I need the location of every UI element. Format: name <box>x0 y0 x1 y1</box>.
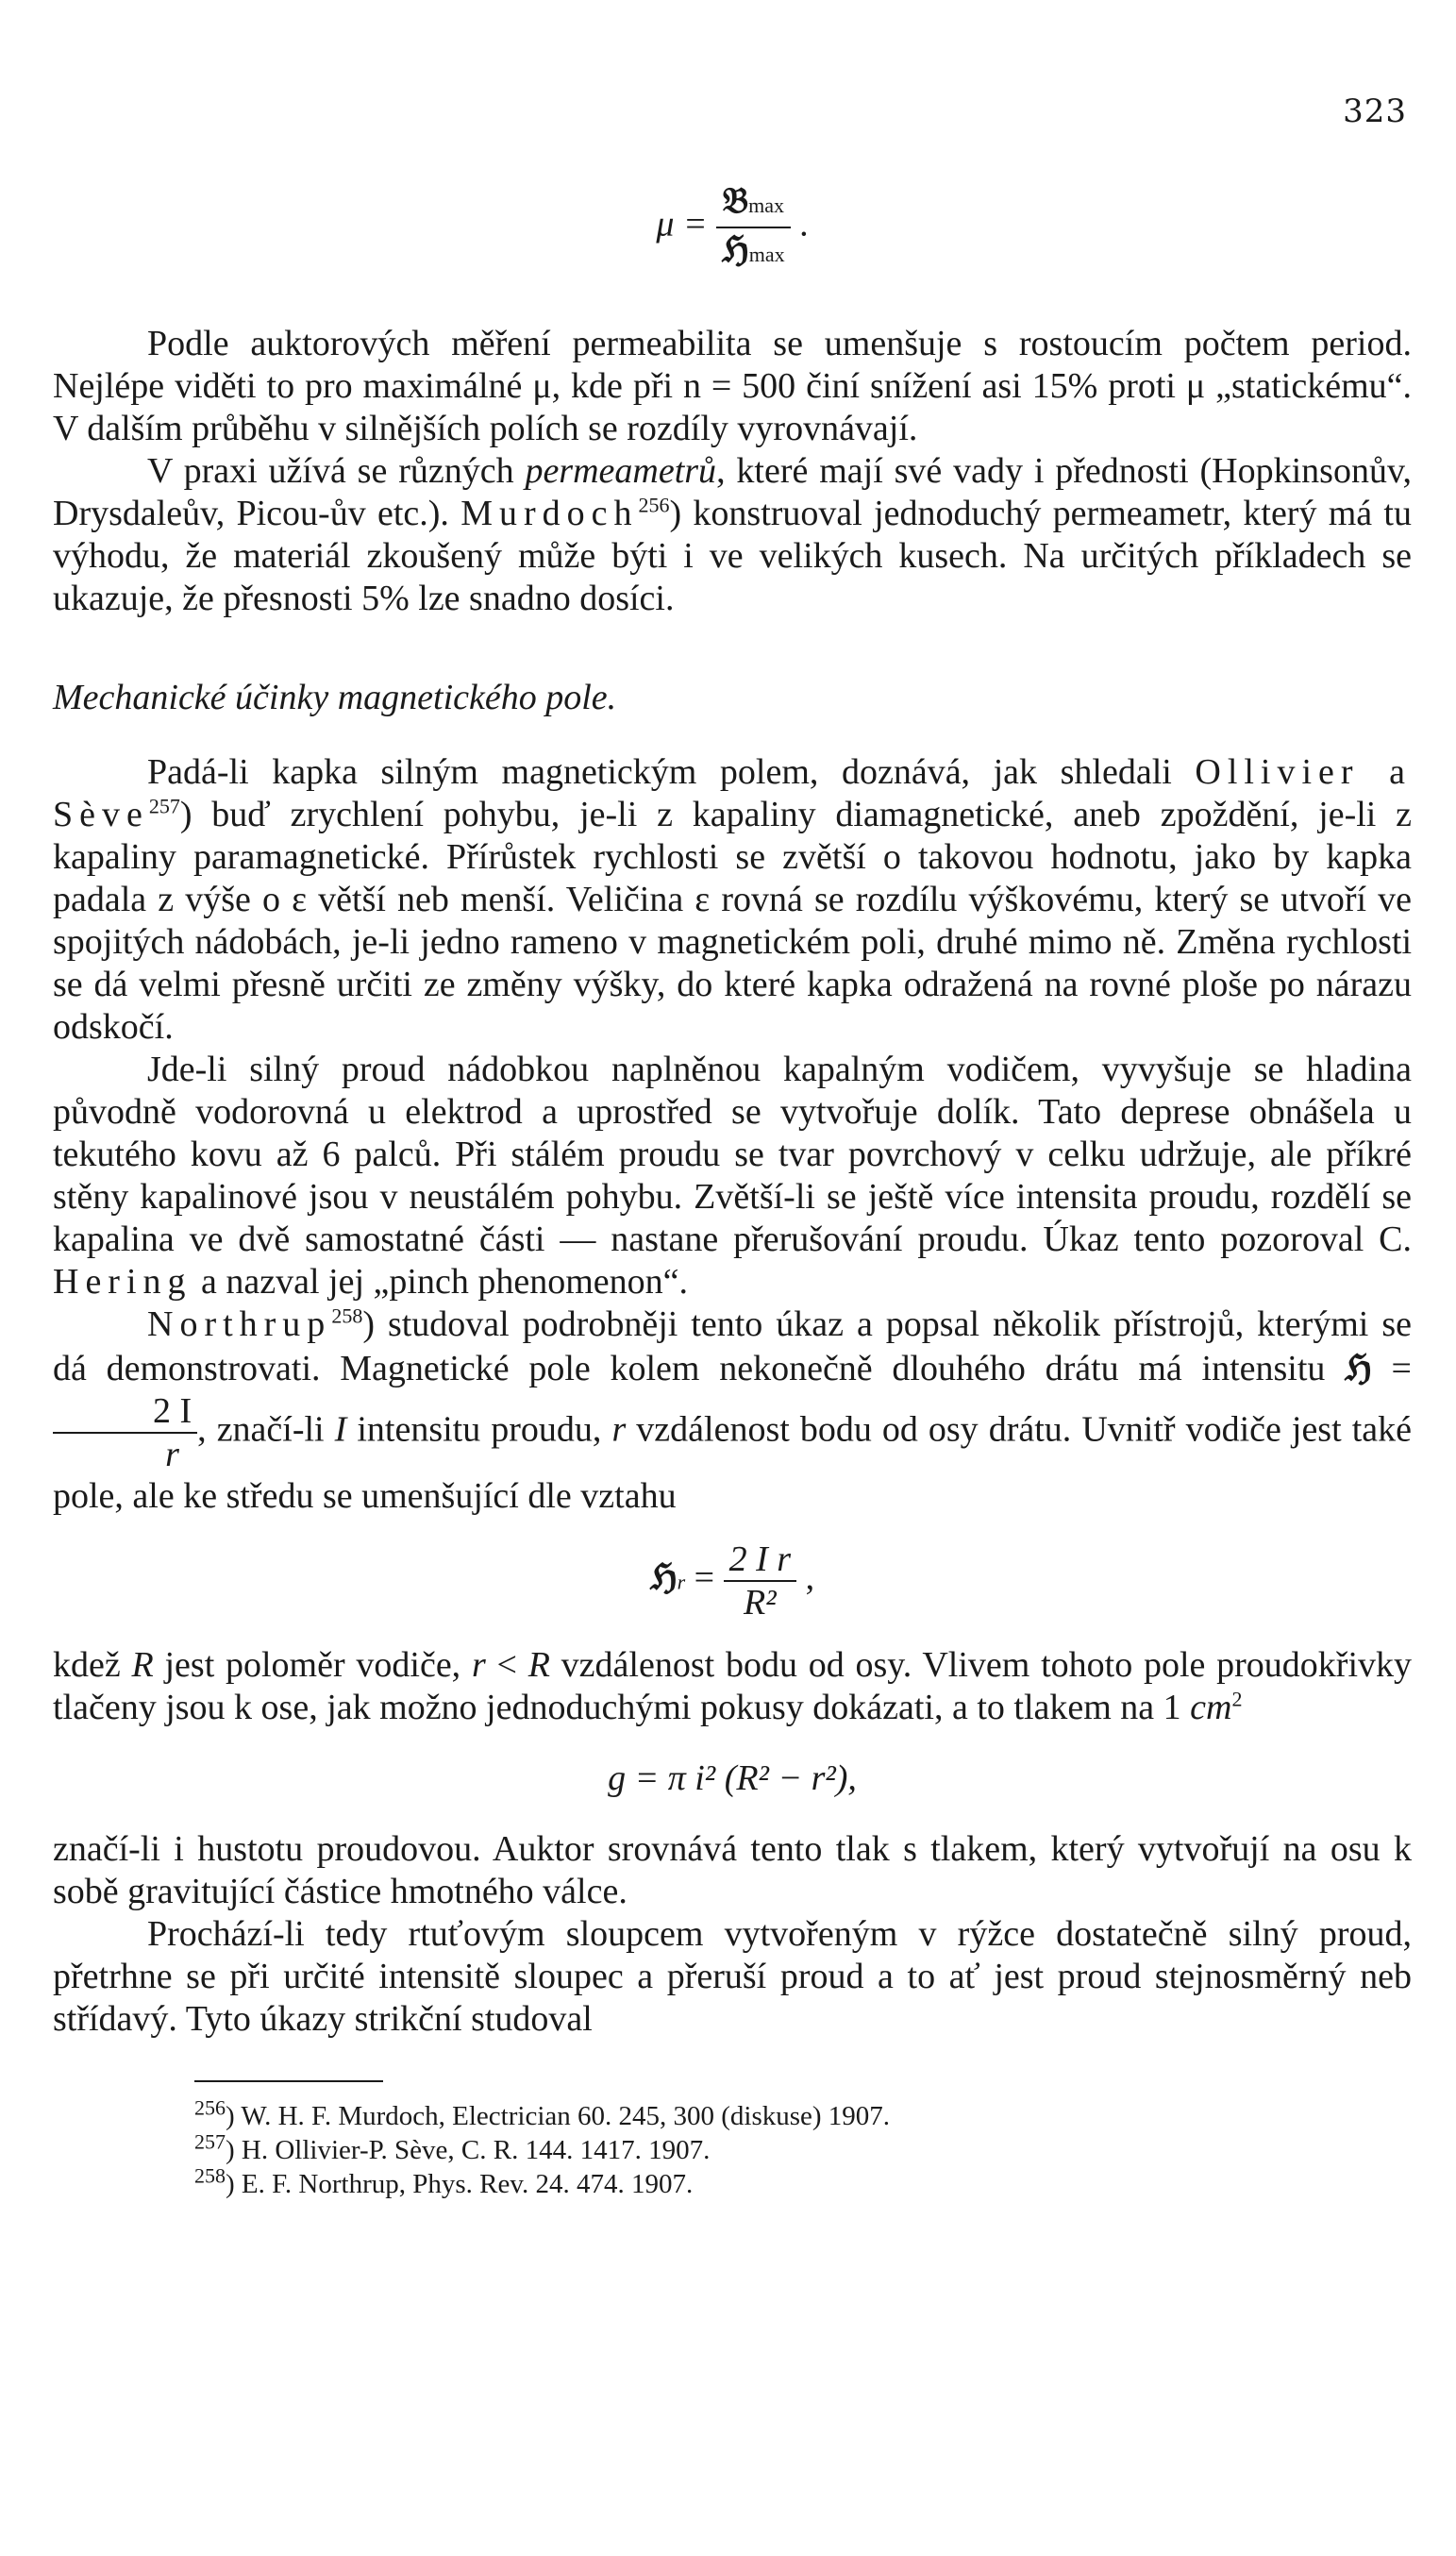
formula-permeability <box>53 179 1412 276</box>
formula2-denominator: R² <box>744 1583 777 1623</box>
inner-field-subscript: r <box>677 1570 686 1594</box>
formula-inner-field <box>53 1539 1412 1623</box>
p4-text-a: Jde-li silný proud nádobkou naplněnou kapalným vodičem, vyvyšuje se hladina původně vodorovná u elektrod a uprostřed se vytvořuje dolík. Tato deprese obnášela u tekutého kovu až 6 palců. Při stálém proudu se tvar povrchový v celku udržuje, ale příkré stěny kapalinové jsou v neustálém pohybu. Zvětší-li se ještě více intensita proudu, rozdělí se kapalina ve dvě samostatné části — nastane přerušování proudu. Úkaz tento pozoroval C. <box>53 1050 1412 1259</box>
paragraph-5 <box>53 1303 1412 1518</box>
radius-R-symbol: R <box>131 1645 154 1685</box>
radius-r-symbol: r <box>471 1645 486 1685</box>
paragraph-3 <box>53 751 1412 1049</box>
author-hering: Hering <box>53 1262 192 1302</box>
field-strength-symbol: ℌ <box>722 227 749 270</box>
author-murdoch: Murdoch <box>460 494 639 533</box>
formula-pressure: g = π i² (R² − r²), <box>608 1758 857 1798</box>
footnote-ref-256: 256 <box>638 493 670 517</box>
denominator-subscript: max <box>748 243 785 266</box>
p5-text-c: intensitu proudu, <box>346 1409 612 1450</box>
radius-R2-symbol: R <box>527 1645 550 1685</box>
current-symbol: I <box>334 1409 347 1450</box>
formula-fraction <box>716 179 791 276</box>
inner-field-symbol: ℌ <box>649 1555 678 1598</box>
formula-numerator <box>716 179 791 228</box>
footnote-ref-258: 258 <box>331 1303 363 1328</box>
author-northrup: Northrup <box>147 1304 332 1344</box>
formula2-end: , <box>805 1557 815 1598</box>
footnote-divider <box>194 2080 383 2082</box>
unit-cm: cm <box>1190 1688 1232 1727</box>
page-body <box>53 179 1412 2201</box>
footnote-text: ) E. F. Northrup, Phys. Rev. 24. 474. 1907. <box>226 2169 694 2199</box>
inline-fraction <box>53 1390 197 1475</box>
paragraph-7: značí-li i hustotu proudovou. Auktor srovnává tento tlak s tlakem, který vytvořují na osu k sobě gravitující částice hmotného válce. <box>53 1829 1412 1911</box>
p6-text-a: kdež <box>53 1645 132 1685</box>
permeametry-term: permeametrů <box>525 451 717 491</box>
p3-text-b: ) buď zrychlení pohybu, je-li z kapaliny diamagnetické, aneb zpoždění, je-li z kapaliny paramagnetické. Přírůstek rychlosti se zvětší o takovou hodnotu, jako by kapka padala z výše o ε větší neb menší. Veličina ε rovná se rozdílu výškovému, který se utvoří ve spojitých nádobách, je-li jedno rameno v magnetickém poli, druhé mimo ně. Změna rychlosti se dá velmi přesně určiti ze změny výšky, do které kapka odražená na rovné ploše po nárazu odskočí. <box>53 795 1412 1047</box>
footnote-256 <box>194 2095 1412 2133</box>
footnote-ref-257: 257 <box>148 794 180 818</box>
author-ollivier-seve: Ollivier a Sève <box>53 752 1412 834</box>
formula-lhs: μ = <box>656 204 708 244</box>
paragraph-1: Podle auktorových měření permeabilita se umenšuje s rostoucím počtem period. Nejlépe viděti to pro maximálné μ, kde při n = 500 činí snížení asi 15% proti μ „statickému“. V dalším průběhu v silnějších polích se rozdíly vyrovnávají. <box>53 324 1412 448</box>
p2-text-b: , které mají své vady i přednosti (Hopkinsonův, Drysdaleův, Picou-ův etc.). <box>53 451 1412 533</box>
radius-symbol: r <box>611 1409 627 1450</box>
formula-denominator <box>716 228 791 276</box>
unit-exponent: 2 <box>1231 1687 1243 1711</box>
page-number: 323 <box>1343 92 1407 130</box>
footnote-text: ) W. H. F. Murdoch, Electrician 60. 245, 300 (diskuse) 1907. <box>226 2101 891 2131</box>
footnotes <box>53 2095 1412 2201</box>
paragraph-6 <box>53 1644 1412 1729</box>
p2-text-a: V praxi užívá se různých <box>147 451 526 491</box>
footnote-258 <box>194 2163 1412 2201</box>
inline-field-symbol: ℌ <box>1345 1346 1372 1388</box>
section-heading: Mechanické účinky magnetického pole. <box>53 678 617 717</box>
p5-text-a: ) studoval podrobněji tento úkaz a popsal několik přístrojů, kterými se dá demonstrovati. Magnetické pole kolem nekonečně dlouhého drátu má intensitu <box>53 1304 1412 1388</box>
less-than: < <box>485 1645 528 1685</box>
formula2-equals: = <box>685 1557 724 1598</box>
p3-text-a: Padá-li kapka silným magnetickým polem, doznává, jak shledali <box>147 752 1196 792</box>
p6-text-d: vzdálenost bodu od osy. Vlivem tohoto pole proudokřivky tlačeny jsou k ose, jak možno jednoduchými pokusy dokázati, a to tlakem na 1 <box>53 1645 1413 1727</box>
paragraph-8: Prochází-li tedy rtuťovým sloupcem vytvořeným v rýžce dostatečně silný proud, přetrhne se při určité intensitě sloupec a přeruší proud a to ať jest proud stejnosměrný neb střídavý. Tyto úkazy strikční studoval <box>53 1914 1412 2039</box>
numerator-subscript: max <box>748 193 785 217</box>
paragraph-2 <box>53 450 1412 620</box>
paragraph-4 <box>53 1049 1412 1303</box>
inline-equals: = <box>1371 1349 1412 1388</box>
footnote-257 <box>194 2129 1412 2167</box>
p5-text-d: vzdálenost bodu od osy drátu. Uvnitř vodiče jest také pole, ale ke středu se umenšující dle vztahu <box>53 1409 1412 1516</box>
footnote-mark: 258 <box>194 2163 226 2188</box>
footnote-text: ) H. Ollivier-P. Sève, C. R. 144. 1417. 1907. <box>226 2135 711 2165</box>
p5-text-b: , značí-li <box>197 1409 335 1450</box>
inline-denominator: r <box>165 1435 179 1474</box>
footnote-mark: 257 <box>194 2129 226 2154</box>
inline-numerator: 2 I <box>53 1390 197 1434</box>
footnote-mark: 256 <box>194 2095 226 2120</box>
flux-density-symbol: 𝔅 <box>722 178 749 221</box>
formula2-fraction <box>724 1539 796 1623</box>
p6-text-b: jest poloměr vodiče, <box>153 1645 472 1685</box>
p4-text-b: a nazval jej „pinch phenomenon“. <box>192 1262 688 1302</box>
formula-end: . <box>799 204 809 244</box>
formula2-numerator: 2 I r <box>724 1539 796 1582</box>
p2-text-c: ) konstruoval jednoduchý permeametr, který má tu výhodu, že materiál zkoušený může býti i ve velikých kusech. Na určitých příkladech se ukazuje, že přesnosti 5% lze snadno dosíci. <box>53 494 1412 618</box>
